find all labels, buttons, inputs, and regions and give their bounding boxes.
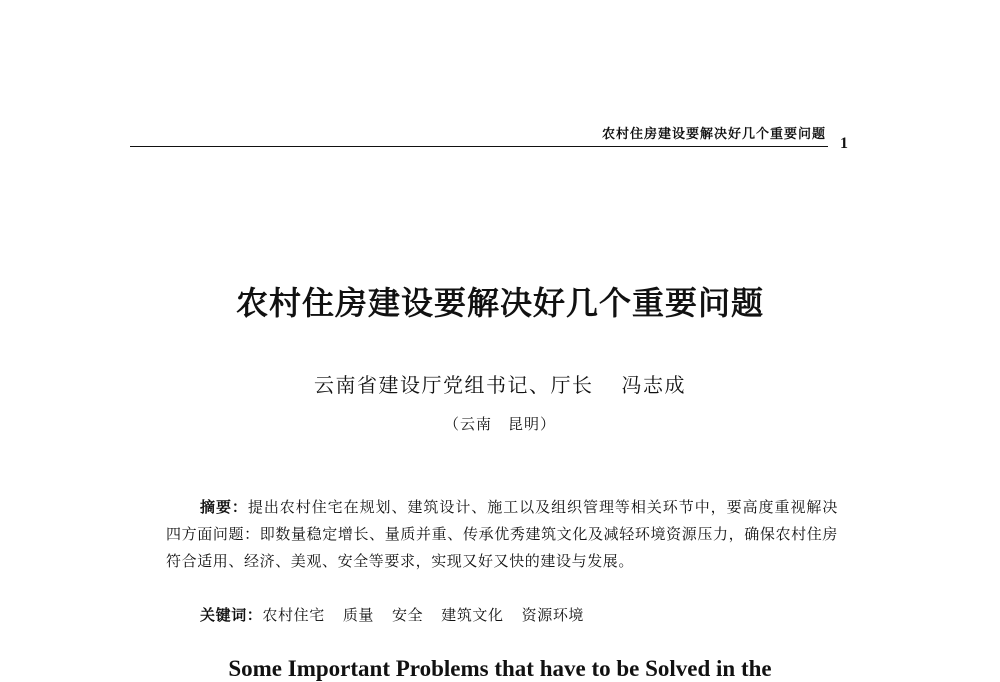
keywords: [200, 604, 602, 625]
keyword: 建筑文化: [441, 606, 504, 624]
header-rule: [130, 146, 828, 147]
abstract: [166, 494, 838, 575]
page-number: 1: [840, 135, 848, 152]
english-title: Some Important Problems that have to be Solved in the: [228, 656, 772, 681]
keyword: 安全: [392, 606, 424, 624]
page-title: 农村住房建设要解决好几个重要问题: [235, 284, 764, 322]
author-position: 云南省建设厅党组书记、厅长: [314, 373, 594, 397]
abstract-text: 提出农村住宅在规划、建筑设计、施工以及组织管理等相关环节中，要高度重视解决四方面问题：即数量稳定增长、量质并重、传承优秀建筑文化及减轻环境资源压力，确保农村住房符合适用、经济、美观、安全等要求，实现又好又快的建设与发展。: [166, 498, 838, 570]
affiliation: （云南 昆明）: [443, 415, 556, 433]
author-line: [0, 369, 1000, 398]
keyword: 资源环境: [521, 606, 585, 624]
keyword: 农村住宅: [262, 606, 325, 624]
running-header: 农村住房建设要解决好几个重要问题: [601, 127, 826, 142]
keywords-label: 关键词：: [200, 606, 263, 624]
abstract-label: 摘要：: [200, 498, 248, 516]
keyword: 质量: [342, 606, 375, 624]
author-name: 冯志成: [621, 373, 686, 397]
